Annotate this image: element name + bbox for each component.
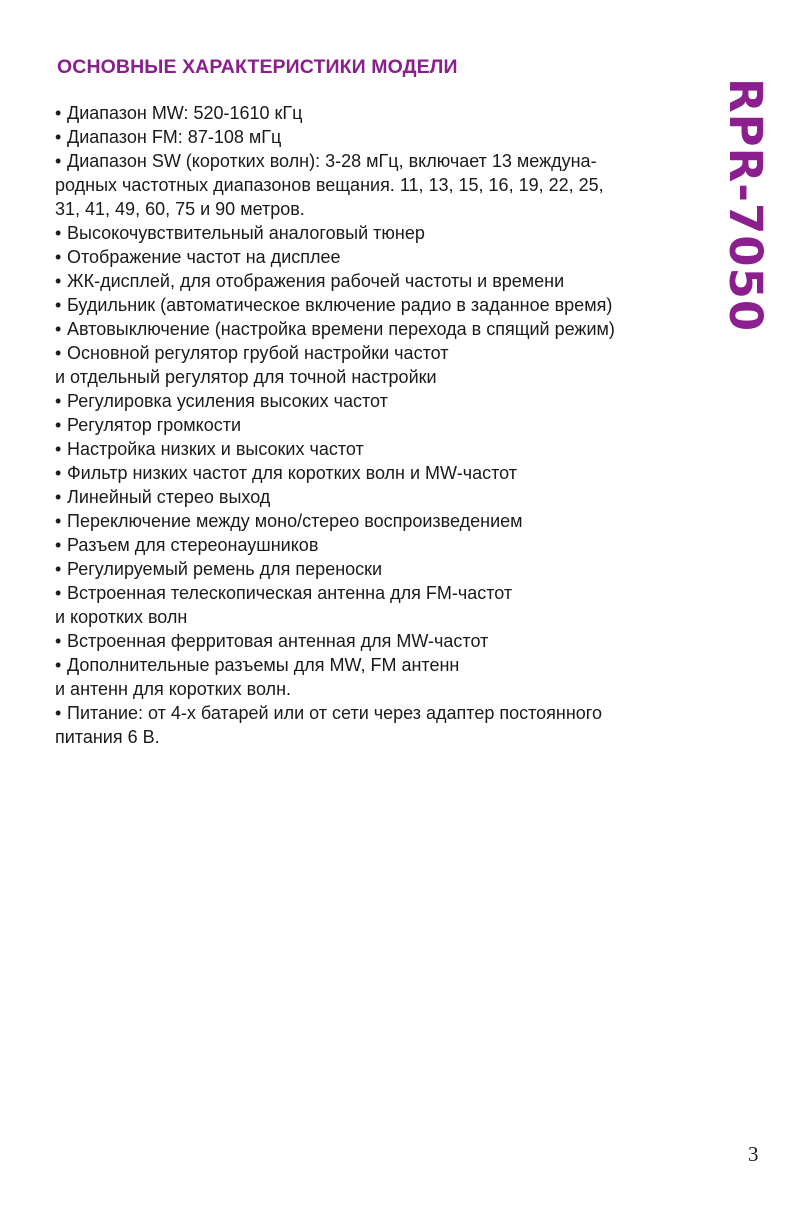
feature-text xyxy=(55,101,705,125)
feature-text-content: питания 6 В. xyxy=(55,727,160,747)
feature-text xyxy=(55,557,705,581)
feature-text xyxy=(55,629,705,653)
feature-text-content: и антенн для коротких волн. xyxy=(55,679,292,699)
feature-text-content: Встроенная телескопическая антенна для FM-частот xyxy=(67,583,513,603)
feature-text-continued xyxy=(55,677,705,701)
feature-text-content: родных частотных диапазонов вещания. 11, 13, 15, 16, 19, 22, 25, xyxy=(55,175,604,195)
feature-text xyxy=(55,293,705,317)
feature-text xyxy=(55,533,705,557)
feature-item xyxy=(55,149,705,221)
feature-text-content: Автовыключение (настройка времени перехода в спящий режим) xyxy=(67,319,615,339)
page-number: 3 xyxy=(748,1142,759,1166)
bullet-icon: • xyxy=(55,295,62,315)
bullet-icon: • xyxy=(55,223,62,243)
bullet-icon: • xyxy=(55,151,62,171)
bullet-icon: • xyxy=(55,415,62,435)
feature-text xyxy=(55,125,705,149)
feature-text xyxy=(55,317,705,341)
bullet-icon: • xyxy=(55,247,62,267)
bullet-icon: • xyxy=(55,463,62,483)
feature-text-content: Диапазон SW (коротких волн): 3-28 мГц, включает 13 междуна- xyxy=(67,151,597,171)
feature-text xyxy=(55,485,705,509)
bullet-icon: • xyxy=(55,655,62,675)
model-title-text: RPR-7050 xyxy=(719,78,772,333)
feature-item xyxy=(55,533,705,557)
bullet-icon: • xyxy=(55,391,62,411)
feature-item xyxy=(55,557,705,581)
feature-text xyxy=(55,581,705,605)
feature-item xyxy=(55,245,705,269)
bullet-icon: • xyxy=(55,439,62,459)
feature-text xyxy=(55,461,705,485)
feature-item xyxy=(55,293,705,317)
feature-text xyxy=(55,509,705,533)
bullet-icon: • xyxy=(55,103,62,123)
feature-item xyxy=(55,269,705,293)
feature-text-content: и отдельный регулятор для точной настройки xyxy=(55,367,437,387)
feature-text-content: Регулятор громкости xyxy=(67,415,242,435)
feature-text-content: 31, 41, 49, 60, 75 и 90 метров. xyxy=(55,199,305,219)
feature-item xyxy=(55,581,705,629)
feature-text-content: Линейный стерео выход xyxy=(67,487,271,507)
feature-text-continued xyxy=(55,365,705,389)
feature-text xyxy=(55,701,705,725)
feature-text xyxy=(55,413,705,437)
feature-item xyxy=(55,413,705,437)
feature-text-content: Диапазон FM: 87-108 мГц xyxy=(67,127,282,147)
bullet-icon: • xyxy=(55,343,62,363)
feature-item xyxy=(55,341,705,389)
feature-text xyxy=(55,341,705,365)
feature-text-content: Встроенная ферритовая антенная для MW-частот xyxy=(67,631,489,651)
bullet-icon: • xyxy=(55,487,62,507)
feature-text-content: Фильтр низких частот для коротких волн и MW-частот xyxy=(67,463,517,483)
features-list xyxy=(55,101,705,749)
feature-text-content: и коротких волн xyxy=(55,607,188,627)
feature-text xyxy=(55,653,705,677)
feature-item xyxy=(55,701,705,749)
feature-item xyxy=(55,125,705,149)
feature-text xyxy=(55,437,705,461)
feature-item xyxy=(55,653,705,701)
bullet-icon: • xyxy=(55,631,62,651)
feature-text-content: Отображение частот на дисплее xyxy=(67,247,341,267)
bullet-icon: • xyxy=(55,535,62,555)
feature-text-content: Разъем для стереонаушников xyxy=(67,535,319,555)
feature-text xyxy=(55,149,705,173)
feature-text xyxy=(55,245,705,269)
feature-text xyxy=(55,389,705,413)
model-title-vertical xyxy=(719,78,772,358)
section-heading: ОСНОВНЫЕ ХАРАКТЕРИСТИКИ МОДЕЛИ xyxy=(57,56,458,78)
feature-text-content: Переключение между моно/стерео воспроизведением xyxy=(67,511,523,531)
feature-text-content: Диапазон MW: 520-1610 кГц xyxy=(67,103,303,123)
feature-item xyxy=(55,101,705,125)
bullet-icon: • xyxy=(55,559,62,579)
feature-text xyxy=(55,269,705,293)
feature-text-content: Основной регулятор грубой настройки частот xyxy=(67,343,449,363)
bullet-icon: • xyxy=(55,319,62,339)
feature-item xyxy=(55,461,705,485)
feature-item xyxy=(55,221,705,245)
bullet-icon: • xyxy=(55,511,62,531)
feature-text xyxy=(55,221,705,245)
feature-text-content: Будильник (автоматическое включение радио в заданное время) xyxy=(67,295,613,315)
feature-text-content: Регулируемый ремень для переноски xyxy=(67,559,383,579)
feature-item xyxy=(55,509,705,533)
feature-text-content: Дополнительные разъемы для MW, FM антенн xyxy=(67,655,460,675)
bullet-icon: • xyxy=(55,583,62,603)
feature-item xyxy=(55,317,705,341)
bullet-icon: • xyxy=(55,127,62,147)
feature-text-content: Настройка низких и высоких частот xyxy=(67,439,364,459)
feature-item xyxy=(55,389,705,413)
bullet-icon: • xyxy=(55,271,62,291)
feature-item xyxy=(55,629,705,653)
feature-text-continued xyxy=(55,605,705,629)
feature-item xyxy=(55,437,705,461)
bullet-icon: • xyxy=(55,703,62,723)
feature-text-content: Регулировка усиления высоких частот xyxy=(67,391,388,411)
feature-text-content: Высокочувствительный аналоговый тюнер xyxy=(67,223,425,243)
feature-text-continued xyxy=(55,197,705,221)
feature-item xyxy=(55,485,705,509)
feature-text-content: ЖК-дисплей, для отображения рабочей частоты и времени xyxy=(67,271,565,291)
feature-text-content: Питание: от 4-х батарей или от сети через адаптер постоянного xyxy=(67,703,602,723)
feature-text-continued xyxy=(55,725,705,749)
feature-text-continued xyxy=(55,173,705,197)
